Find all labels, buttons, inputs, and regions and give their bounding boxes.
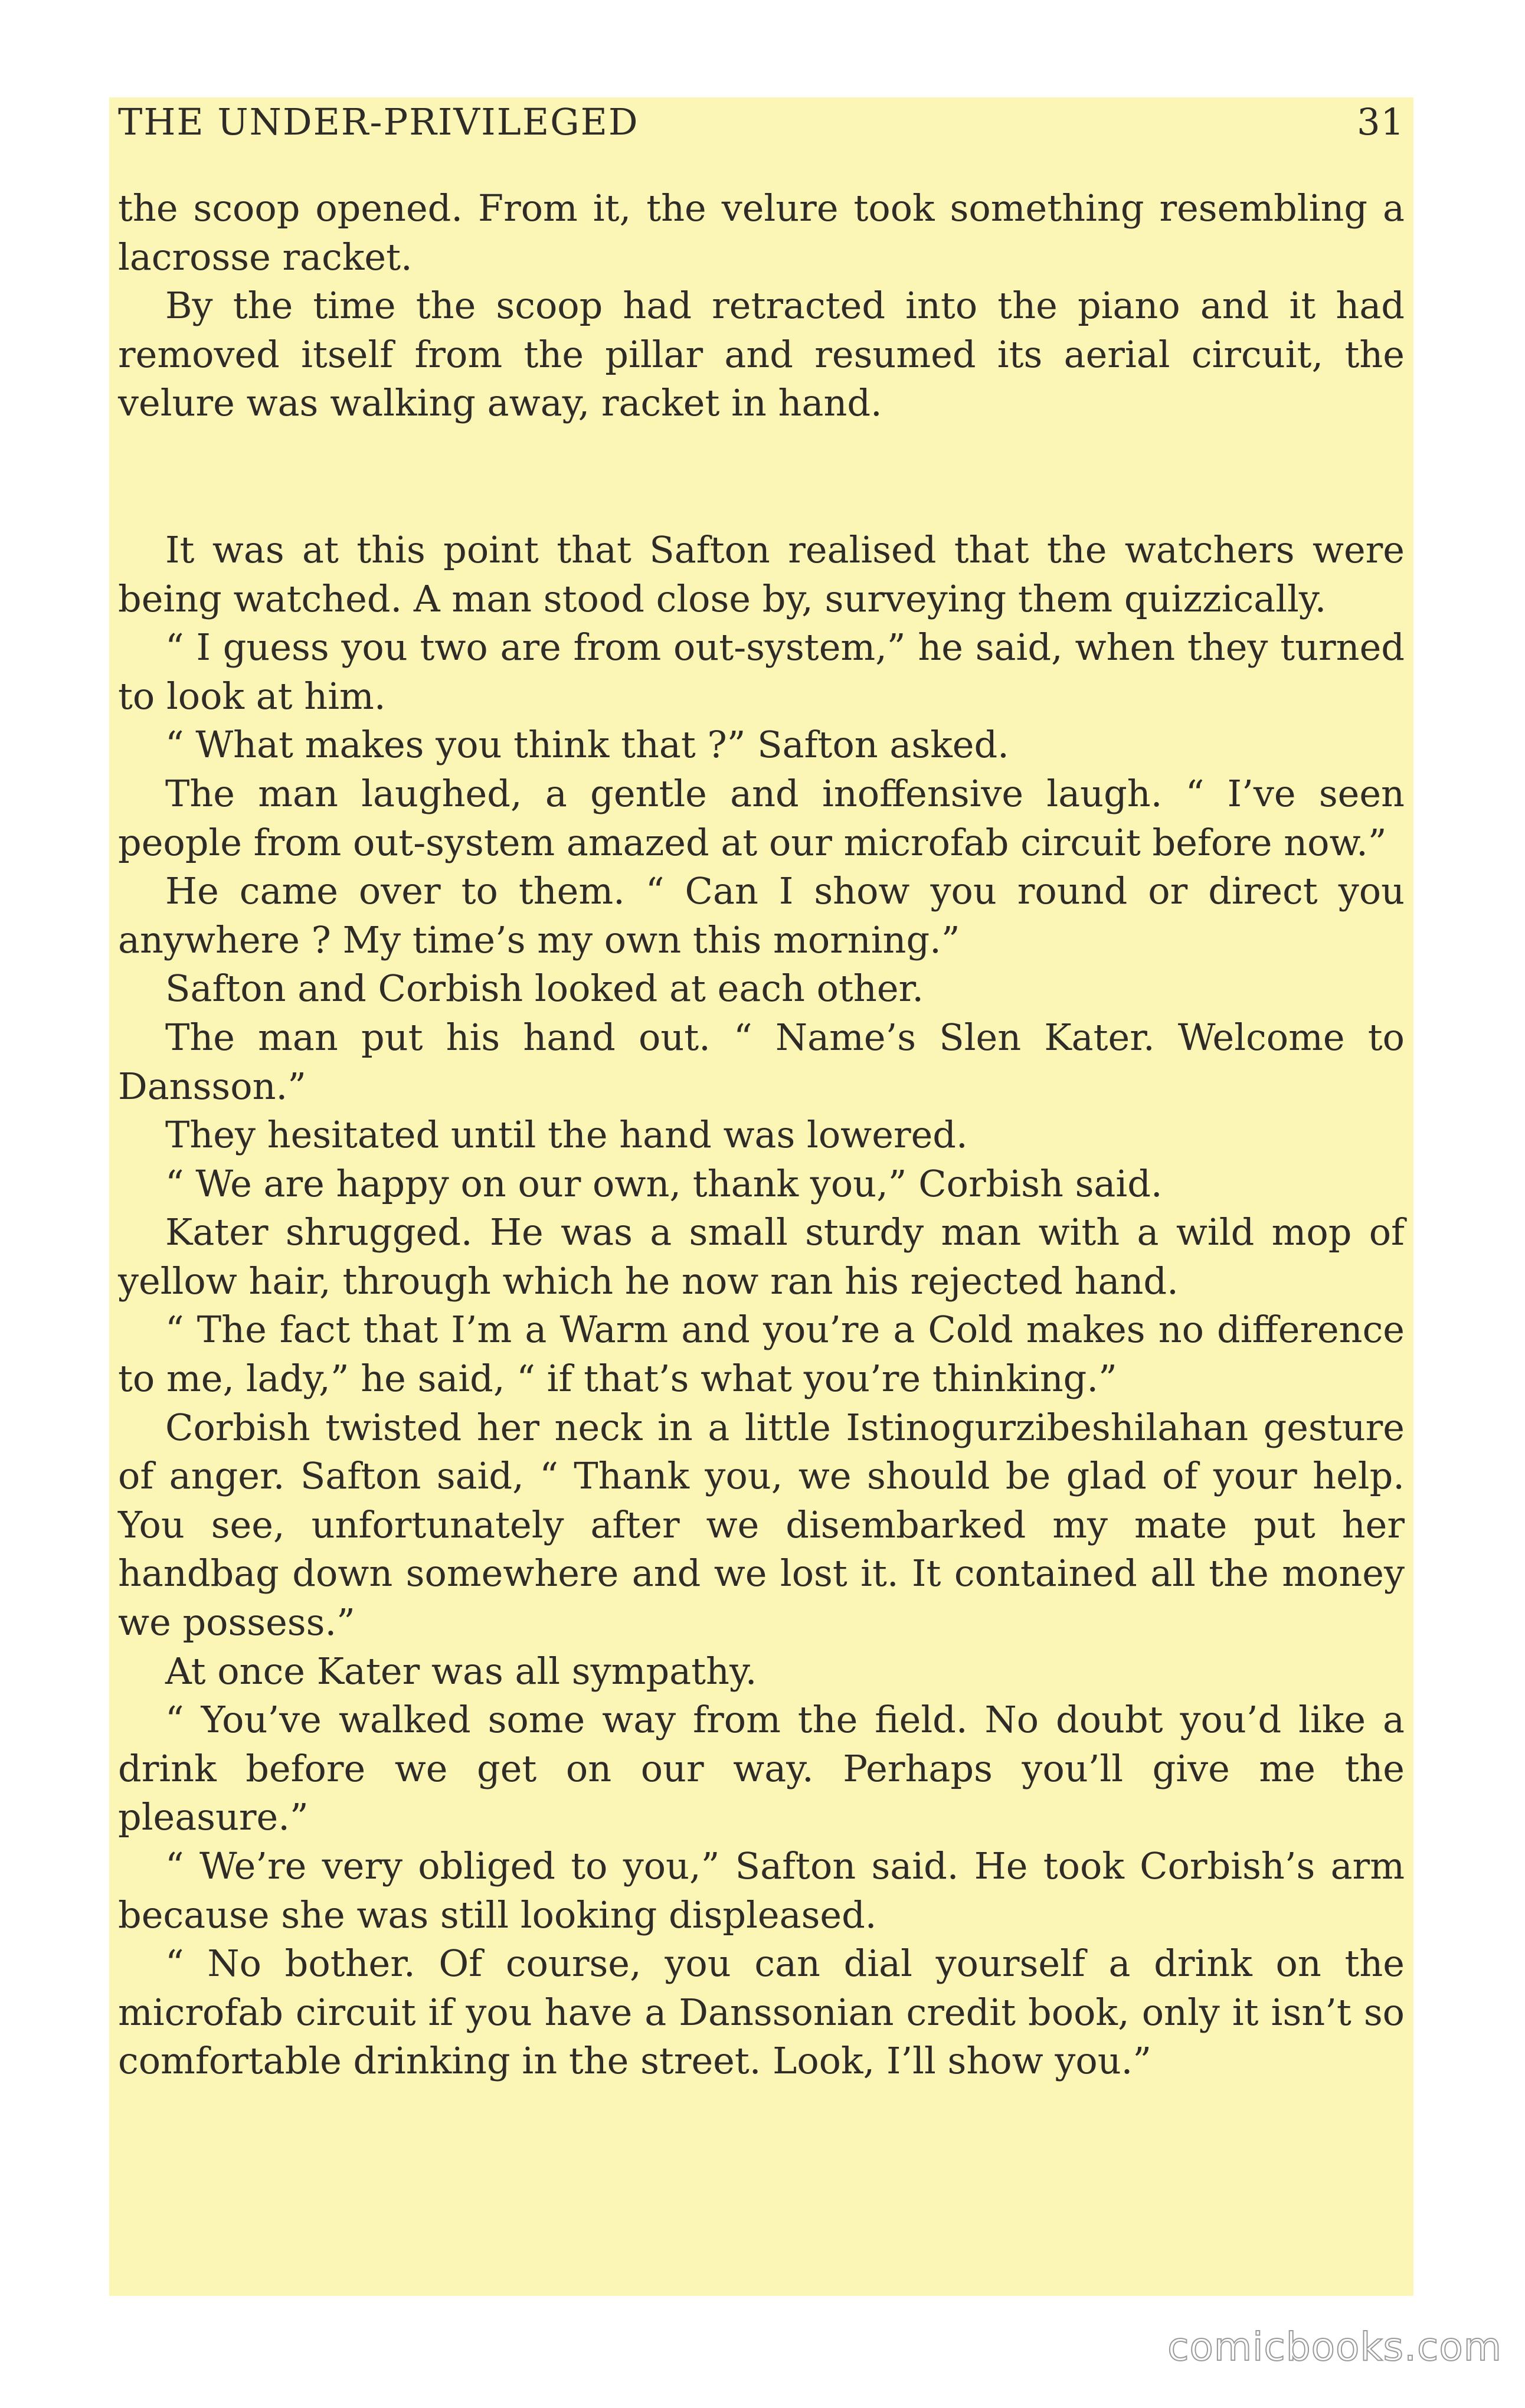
paragraph: Kater shrugged. He was a small sturdy man with a wild mop of yellow hair, through which he now ran his rejected hand. xyxy=(118,1210,1405,1303)
paragraph: They hesitated until the hand was lowered. xyxy=(165,1113,968,1157)
running-head xyxy=(118,100,1405,153)
paragraph: “ The fact that I’m a Warm and you’re a Cold makes no difference to me, lady,” he said, “ if that’s what you’re thinking.” xyxy=(118,1308,1405,1401)
paragraph: the scoop opened. From it, the velure took something resembling a lacrosse racket. xyxy=(118,187,1405,279)
paragraph: “ No bother. Of course, you can dial yourself a drink on the microfab circuit if you have a Danssonian credit book, only it isn’t so comfortable drinking in the street. Look, I’ll show you.” xyxy=(118,1942,1405,2083)
paragraph: “ You’ve walked some way from the field. No doubt you’d like a drink before we get on our way. Perhaps you’ll give me the pleasure.” xyxy=(118,1698,1405,1839)
watermark: comicbooks.com xyxy=(1167,2324,1502,2370)
running-title: THE UNDER-PRIVILEGED xyxy=(118,100,639,143)
paragraph: “ I guess you two are from out-system,” he said, when they turned to look at him. xyxy=(118,626,1405,718)
paragraph: At once Kater was all sympathy. xyxy=(165,1649,757,1693)
paragraph: It was at this point that Safton realised that the watchers were being watched. A man stood close by, surveying them quizzically. xyxy=(118,528,1405,620)
paragraph: By the time the scoop had retracted into the piano and it had removed itself from the pillar and resumed its aerial circuit, the velure was walking away, racket in hand. xyxy=(118,284,1405,425)
paragraph: “ We’re very obliged to you,” Safton said. He took Corbish’s arm because she was still looking displeased. xyxy=(118,1844,1405,1936)
paragraph: He came over to them. “ Can I show you round or direct you anywhere ? My time’s my own this morning.” xyxy=(118,869,1405,961)
paragraph: “ What makes you think that ?” Safton asked. xyxy=(165,723,1009,767)
paragraph: “ We are happy on our own, thank you,” Corbish said. xyxy=(165,1162,1163,1205)
paragraph: Safton and Corbish looked at each other. xyxy=(165,967,924,1010)
book-page xyxy=(109,97,1413,2296)
paragraph: The man laughed, a gentle and inoffensive laugh. “ I’ve seen people from out-system amazed at our microfab circuit before now.” xyxy=(118,771,1405,864)
page-number: 31 xyxy=(1357,100,1405,143)
paragraph: Corbish twisted her neck in a little Istinogurzibeshilahan gesture of anger. Safton said, “ Thank you, we should be glad of your help. You see, unfortunately after we disembarked my mate put her handbag down somewhere and we lost it. It contained all the money we possess.” xyxy=(118,1405,1405,1644)
body-text xyxy=(118,184,1405,2086)
paragraph: The man put his hand out. “ Name’s Slen Kater. Welcome to Dansson.” xyxy=(118,1015,1405,1108)
